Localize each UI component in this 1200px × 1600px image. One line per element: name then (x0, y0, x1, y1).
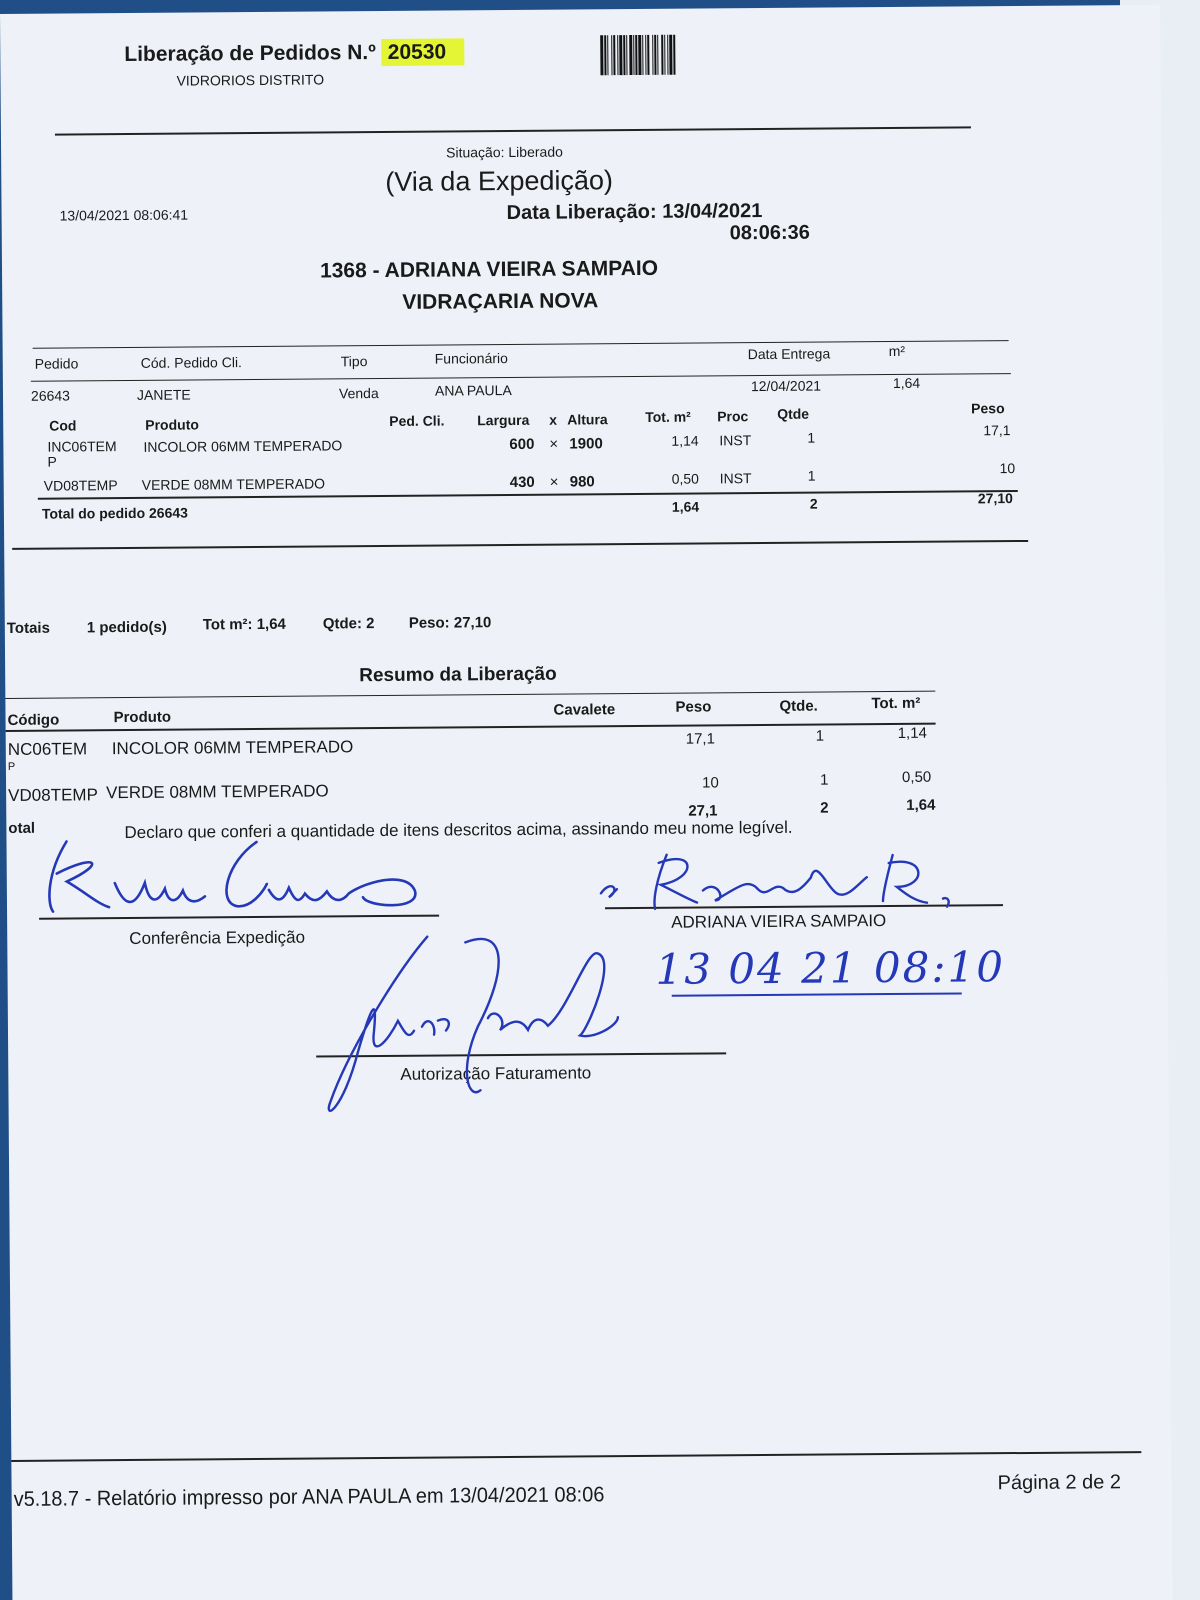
summary-col-tot-m2: Tot. m² (871, 694, 921, 713)
summary-row-2-tot-m2: 0,50 (901, 768, 932, 786)
item-row-2-cod: VD08TEMP (43, 477, 118, 494)
footer-rule (11, 1451, 1141, 1462)
order-total-peso: 27,10 (977, 490, 1013, 507)
company-name: VIDRORIOS DISTRITO (176, 71, 325, 89)
summary-total-label: otal (8, 819, 36, 837)
item-col-produto: Produto (145, 416, 199, 433)
totals-qtde: Qtde: 2 (322, 615, 375, 633)
handwritten-date (655, 942, 1005, 994)
summary-col-codigo: Código (7, 711, 60, 729)
header-divider (55, 126, 971, 135)
col-cod-pedido-cli: Cód. Pedido Cli. (140, 354, 242, 371)
item-col-ped-cli: Ped. Cli. (389, 412, 445, 429)
order-funcionario-value: ANA PAULA (434, 381, 512, 399)
item-row-2-altura: 980 (569, 473, 595, 491)
summary-col-peso: Peso (675, 698, 712, 716)
item-row-2-peso: 10 (999, 460, 1016, 477)
release-date: Data Liberação: 13/04/2021 (506, 200, 763, 225)
item-row-1-cod (47, 439, 116, 470)
handwritten-signature-autorizacao (317, 929, 638, 1122)
summary-row-1-codigo-line1: NC06TEM (7, 739, 88, 759)
handwritten-signature-conferencia (36, 831, 427, 924)
summary-col-cavalete: Cavalete (553, 701, 616, 719)
item-row-1-proc: INST (719, 432, 752, 449)
col-funcionario: Funcionário (434, 350, 508, 367)
signature-label-autorizacao: Autorização Faturamento (400, 1063, 592, 1084)
order-cod-cli-value: JANETE (136, 386, 191, 403)
order-tipo-value: Venda (338, 385, 379, 402)
section-divider (12, 540, 1028, 550)
order-table-header-rule (31, 373, 1011, 382)
totals-peso: Peso: 27,10 (408, 614, 492, 632)
client-company: VIDRAÇARIA NOVA (402, 289, 599, 314)
order-total-label: Total do pedido 26643 (41, 504, 188, 522)
order-table-top-rule (33, 340, 1009, 349)
order-pedido-value: 26643 (30, 387, 70, 404)
totals-label: Totais (6, 619, 50, 637)
item-col-largura: Largura (477, 411, 530, 429)
footer-report-info: v5.18.7 - Relatório impresso por ANA PAULA em 13/04/2021 08:06 (13, 1483, 605, 1511)
summary-title: Resumo da Liberação (359, 663, 557, 687)
item-row-1-altura: 1900 (569, 435, 603, 453)
client-name: 1368 - ADRIANA VIEIRA SAMPAIO (319, 256, 659, 283)
summary-row-2-qtde: 1 (819, 771, 829, 789)
document-title (124, 40, 464, 67)
signature-label-conferencia: Conferência Expedição (129, 927, 306, 949)
item-row-2-tot-m2: 0,50 (671, 470, 699, 487)
order-total-qtde: 2 (809, 495, 818, 512)
barcode (600, 35, 676, 76)
summary-total-qtde: 2 (820, 799, 829, 817)
item-row-2-x: × (549, 473, 559, 491)
handwritten-date-text: 13 04 21 08:10 (655, 942, 1006, 994)
col-data-entrega: Data Entrega (747, 345, 831, 363)
summary-row-1-qtde: 1 (815, 727, 825, 745)
item-row-1-peso: 17,1 (983, 422, 1011, 439)
summary-col-qtde: Qtde. (779, 697, 818, 715)
item-row-2-qtde: 1 (807, 467, 816, 484)
item-col-x: x (549, 411, 558, 428)
totals-m2: Tot m²: 1,64 (202, 615, 286, 634)
order-number-highlight: 20530 (382, 38, 465, 66)
signature-label-client: ADRIANA VIEIRA SAMPAIO (671, 911, 887, 932)
col-m2: m² (888, 342, 906, 360)
summary-row-1-codigo (8, 739, 88, 774)
item-row-1-qtde: 1 (807, 429, 816, 446)
via-title: (Via da Expedição) (385, 165, 614, 197)
summary-row-1-tot-m2: 1,14 (897, 724, 927, 742)
summary-total-peso: 27,1 (688, 802, 718, 820)
order-total-m2: 1,64 (671, 498, 700, 515)
col-pedido: Pedido (34, 355, 79, 372)
item-row-2-largura: 430 (509, 473, 535, 492)
item-col-altura: Altura (567, 411, 608, 428)
summary-row-2-produto: VERDE 08MM TEMPERADO (106, 781, 329, 803)
item-row-2-proc: INST (719, 470, 752, 487)
handwritten-signature-client (597, 846, 978, 919)
summary-row-1-peso: 17,1 (685, 730, 715, 748)
item-row-1-produto: INCOLOR 06MM TEMPERADO (143, 437, 343, 455)
document-page (0, 5, 1173, 1600)
item-row-2-produto: VERDE 08MM TEMPERADO (141, 475, 326, 493)
item-col-tot-m2: Tot. m² (645, 408, 691, 425)
release-time: 08:06:36 (729, 221, 810, 245)
summary-row-2-codigo: VD08TEMP (8, 785, 98, 805)
item-row-1-cod-line1: INC06TEM (47, 438, 117, 455)
item-row-1-x: × (549, 435, 559, 453)
summary-row-2-peso: 10 (701, 774, 719, 792)
declaration-text: Declaro que conferi a quantidade de itens descritos acima, assinando meu nome legível. (124, 817, 793, 843)
item-col-proc: Proc (717, 408, 749, 425)
item-col-peso: Peso (971, 400, 1005, 417)
col-tipo: Tipo (340, 353, 368, 370)
item-col-qtde: Qtde (777, 405, 810, 422)
status-text: Situação: Liberado (446, 143, 563, 161)
order-m2-value: 1,64 (892, 374, 921, 391)
totals-pedidos: 1 pedido(s) (86, 618, 167, 637)
summary-total-tot-m2: 1,64 (906, 796, 936, 814)
summary-col-produto: Produto (113, 708, 172, 727)
order-data-entrega-value: 12/04/2021 (750, 377, 822, 395)
item-row-1-cod-line2: P (47, 453, 57, 470)
summary-row-1-codigo-line2: P (7, 760, 16, 773)
footer-page-number: Página 2 de 2 (997, 1471, 1122, 1495)
print-datetime: 13/04/2021 08:06:41 (59, 206, 189, 224)
item-row-1-tot-m2: 1,14 (671, 432, 699, 449)
item-row-1-largura: 600 (509, 435, 535, 454)
summary-row-1-produto: INCOLOR 06MM TEMPERADO (111, 737, 354, 759)
item-col-cod: Cod (49, 417, 77, 434)
title-prefix: Liberação de Pedidos N.º (124, 41, 376, 67)
